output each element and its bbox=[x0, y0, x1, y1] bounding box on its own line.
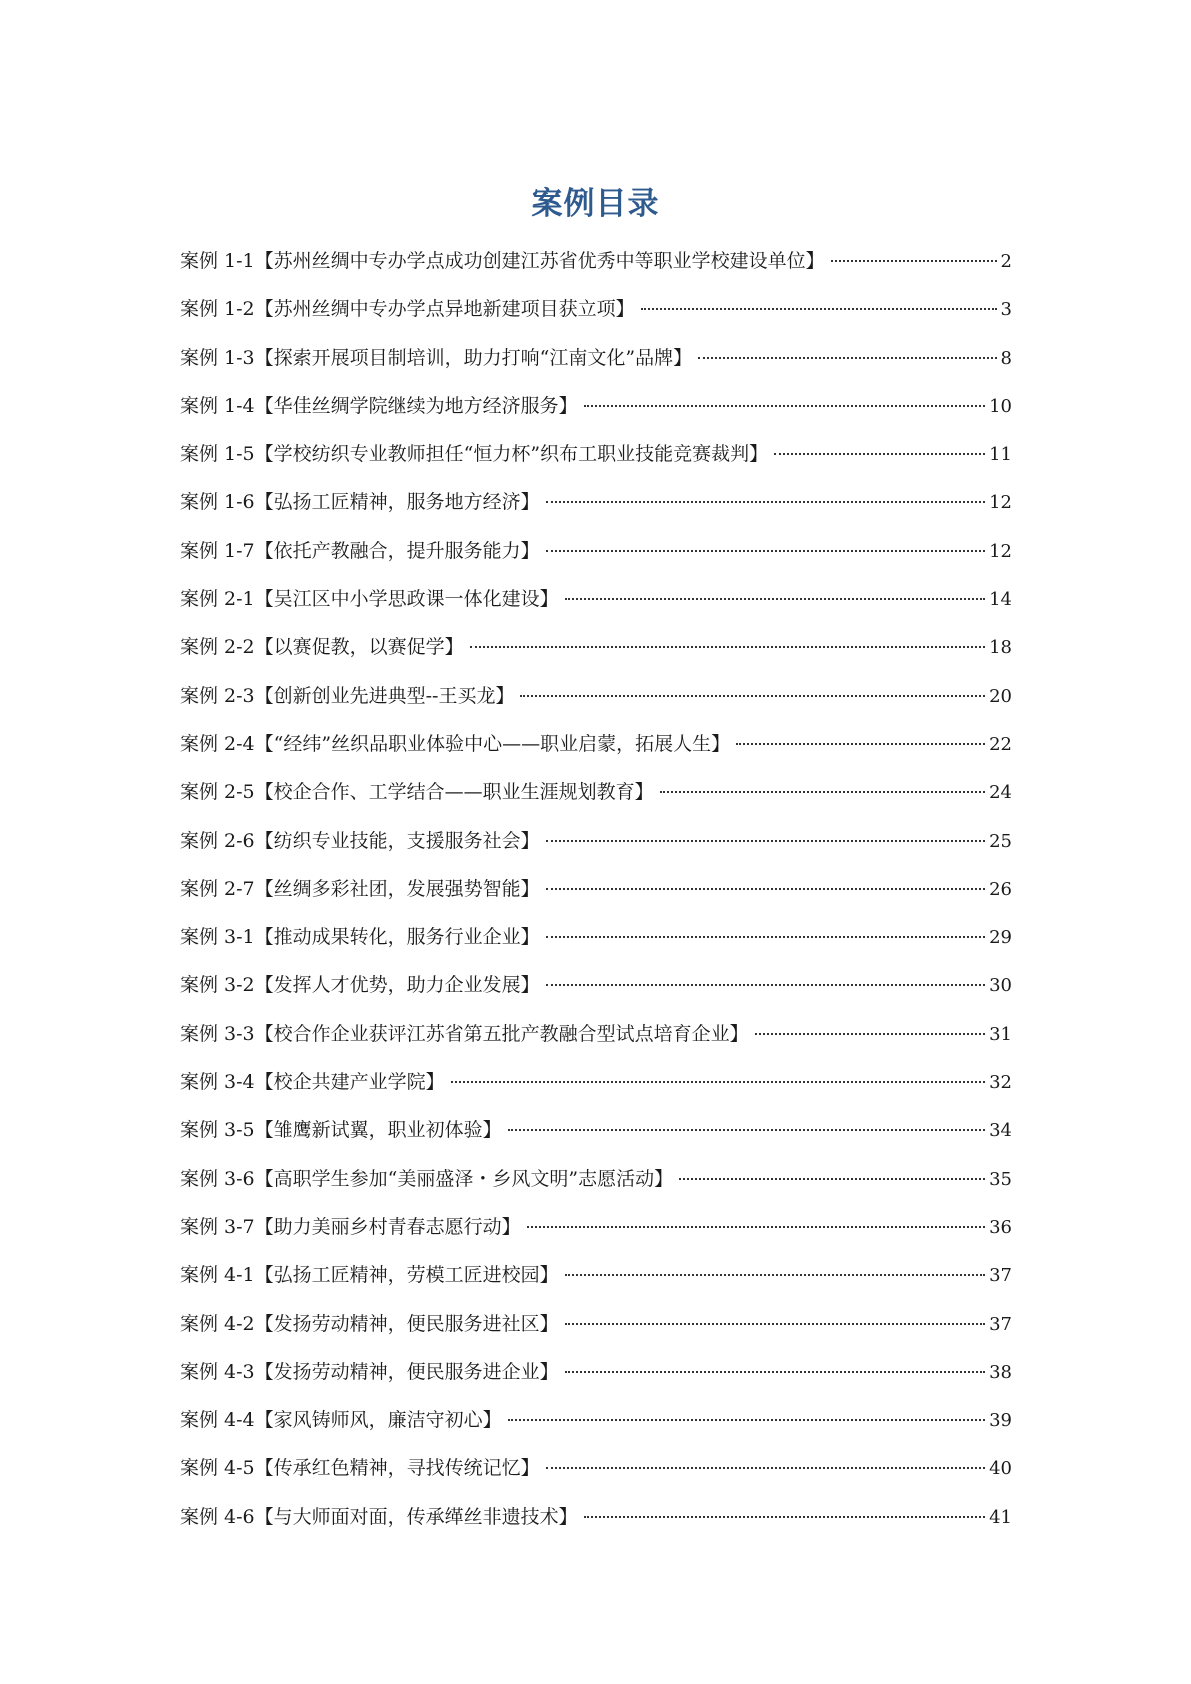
toc-entry-page-number: 26 bbox=[989, 878, 1012, 900]
toc-entry[interactable] bbox=[180, 294, 1012, 342]
toc-dot-leader bbox=[546, 936, 985, 938]
toc-entry-page-number: 11 bbox=[989, 444, 1012, 466]
toc-entry-label: 案例 4-6【与大师面对面，传承缂丝非遗技术】 bbox=[180, 1505, 578, 1528]
toc-entry-page-number: 20 bbox=[989, 685, 1012, 707]
toc-entry-label: 案例 1-5【学校纺织专业教师担任“恒力杯”织布工职业技能竞赛裁判】 bbox=[180, 443, 769, 466]
toc-entry-page-number: 30 bbox=[989, 975, 1012, 997]
toc-entry-label: 案例 1-4【华佳丝绸学院继续为地方经济服务】 bbox=[180, 394, 578, 417]
toc-entry-page-number: 32 bbox=[989, 1072, 1012, 1094]
toc-entry-page-number: 22 bbox=[989, 733, 1012, 755]
toc-dot-leader bbox=[831, 260, 997, 262]
toc-entry-page-number: 38 bbox=[989, 1361, 1012, 1383]
toc-dot-leader bbox=[527, 1226, 985, 1228]
toc-entry-page-number: 24 bbox=[989, 782, 1012, 804]
toc-entry-label: 案例 4-3【发扬劳动精神，便民服务进企业】 bbox=[180, 1360, 559, 1383]
toc-dot-leader bbox=[565, 1274, 985, 1276]
toc-entry-page-number: 8 bbox=[1000, 347, 1012, 369]
toc-dot-leader bbox=[565, 1371, 985, 1373]
toc-entry-page-number: 37 bbox=[989, 1313, 1012, 1335]
toc-entry-label: 案例 4-1【弘扬工匠精神，劳模工匠进校园】 bbox=[180, 1264, 559, 1287]
toc-entry-page-number: 34 bbox=[989, 1120, 1012, 1142]
toc-entry-page-number: 36 bbox=[989, 1216, 1012, 1238]
toc-entry[interactable] bbox=[180, 391, 1012, 439]
toc-entry-label: 案例 2-6【纺织专业技能，支援服务社会】 bbox=[180, 829, 540, 852]
toc-dot-leader bbox=[546, 840, 985, 842]
toc-entry[interactable] bbox=[180, 584, 1012, 632]
toc-entry-page-number: 37 bbox=[989, 1265, 1012, 1287]
toc-entry-label: 案例 1-3【探索开展项目制培训，助力打响“江南文化”品牌】 bbox=[180, 346, 693, 369]
toc-entry[interactable] bbox=[180, 1405, 1012, 1453]
toc-dot-leader bbox=[508, 1129, 985, 1131]
toc-entry[interactable] bbox=[180, 681, 1012, 729]
toc-entry[interactable] bbox=[180, 1453, 1012, 1501]
toc-dot-leader bbox=[660, 791, 985, 793]
toc-entry-page-number: 25 bbox=[989, 830, 1012, 852]
toc-entry[interactable] bbox=[180, 1309, 1012, 1357]
toc-dot-leader bbox=[774, 453, 985, 455]
toc-dot-leader bbox=[565, 1323, 985, 1325]
toc-entry-page-number: 41 bbox=[989, 1506, 1012, 1528]
toc-entry-page-number: 3 bbox=[1000, 299, 1012, 321]
toc-dot-leader bbox=[584, 1516, 985, 1518]
toc-dot-leader bbox=[736, 743, 985, 745]
toc-entry-page-number: 14 bbox=[989, 589, 1012, 611]
toc-entry-label: 案例 2-4【“经纬”丝织品职业体验中心——职业启蒙，拓展人生】 bbox=[180, 732, 731, 755]
toc-entry-label: 案例 2-5【校企合作、工学结合——职业生涯规划教育】 bbox=[180, 781, 654, 804]
toc-entry[interactable] bbox=[180, 439, 1012, 487]
toc-entry[interactable] bbox=[180, 777, 1012, 825]
toc-entry[interactable] bbox=[180, 1357, 1012, 1405]
toc-entry-page-number: 40 bbox=[989, 1458, 1012, 1480]
toc-entry[interactable] bbox=[180, 1164, 1012, 1212]
toc-entry[interactable] bbox=[180, 1115, 1012, 1163]
toc-entry[interactable] bbox=[180, 1067, 1012, 1115]
toc-list bbox=[180, 246, 1012, 1550]
toc-dot-leader bbox=[584, 405, 985, 407]
toc-entry[interactable] bbox=[180, 343, 1012, 391]
toc-entry-page-number: 18 bbox=[989, 637, 1012, 659]
toc-entry[interactable] bbox=[180, 1502, 1012, 1550]
toc-dot-leader bbox=[546, 1467, 985, 1469]
toc-entry-page-number: 2 bbox=[1000, 251, 1012, 272]
toc-entry-page-number: 39 bbox=[989, 1410, 1012, 1432]
toc-entry-page-number: 12 bbox=[989, 492, 1012, 514]
toc-entry-label: 案例 2-7【丝绸多彩社团，发展强势智能】 bbox=[180, 877, 540, 900]
toc-entry-label: 案例 4-2【发扬劳动精神，便民服务进社区】 bbox=[180, 1312, 559, 1335]
toc-entry-label: 案例 3-5【雏鹰新试翼，职业初体验】 bbox=[180, 1119, 502, 1142]
toc-entry-label: 案例 1-1【苏州丝绸中专办学点成功创建江苏省优秀中等职业学校建设单位】 bbox=[180, 250, 825, 272]
toc-entry[interactable] bbox=[180, 874, 1012, 922]
toc-dot-leader bbox=[546, 501, 985, 503]
toc-entry-label: 案例 1-7【依托产教融合，提升服务能力】 bbox=[180, 539, 540, 562]
toc-entry-label: 案例 1-6【弘扬工匠精神，服务地方经济】 bbox=[180, 491, 540, 514]
toc-entry[interactable] bbox=[180, 632, 1012, 680]
toc-dot-leader bbox=[641, 308, 997, 310]
toc-dot-leader bbox=[546, 984, 985, 986]
toc-dot-leader bbox=[508, 1419, 985, 1421]
toc-entry-label: 案例 1-2【苏州丝绸中专办学点异地新建项目获立项】 bbox=[180, 298, 635, 321]
toc-entry[interactable] bbox=[180, 922, 1012, 970]
toc-dot-leader bbox=[546, 888, 985, 890]
toc-entry-label: 案例 3-2【发挥人才优势，助力企业发展】 bbox=[180, 974, 540, 997]
toc-entry-label: 案例 3-1【推动成果转化，服务行业企业】 bbox=[180, 926, 540, 949]
toc-entry-label: 案例 3-6【高职学生参加“美丽盛泽・乡风文明”志愿活动】 bbox=[180, 1167, 674, 1190]
toc-entry-label: 案例 4-4【家风铸师风，廉洁守初心】 bbox=[180, 1409, 502, 1432]
toc-dot-leader bbox=[520, 695, 985, 697]
toc-entry-label: 案例 3-4【校企共建产业学院】 bbox=[180, 1071, 445, 1094]
toc-entry-page-number: 10 bbox=[989, 395, 1012, 417]
toc-dot-leader bbox=[698, 357, 996, 359]
toc-dot-leader bbox=[755, 1033, 985, 1035]
toc-dot-leader bbox=[470, 646, 985, 648]
toc-entry[interactable] bbox=[180, 1212, 1012, 1260]
toc-entry-page-number: 31 bbox=[989, 1023, 1012, 1045]
toc-dot-leader bbox=[451, 1081, 985, 1083]
toc-entry-page-number: 29 bbox=[989, 927, 1012, 949]
toc-title: 案例目录 bbox=[531, 186, 660, 222]
toc-entry-label: 案例 3-3【校合作企业获评江苏省第五批产教融合型试点培育企业】 bbox=[180, 1022, 749, 1045]
toc-entry[interactable] bbox=[180, 536, 1012, 584]
toc-entry-label: 案例 4-5【传承红色精神，寻找传统记忆】 bbox=[180, 1457, 540, 1480]
toc-entry[interactable] bbox=[180, 246, 1012, 294]
toc-entry-page-number: 35 bbox=[989, 1168, 1012, 1190]
toc-dot-leader bbox=[679, 1178, 985, 1180]
toc-entry[interactable] bbox=[180, 826, 1012, 874]
toc-entry-label: 案例 2-1【吴江区中小学思政课一体化建设】 bbox=[180, 588, 559, 611]
toc-entry-label: 案例 2-2【以赛促教，以赛促学】 bbox=[180, 636, 464, 659]
toc-entry[interactable] bbox=[180, 729, 1012, 777]
toc-dot-leader bbox=[565, 598, 985, 600]
toc-entry-label: 案例 2-3【创新创业先进典型--王买龙】 bbox=[180, 684, 515, 707]
toc-entry-label: 案例 3-7【助力美丽乡村青春志愿行动】 bbox=[180, 1215, 521, 1238]
toc-entry-page-number: 12 bbox=[989, 540, 1012, 562]
toc-entry[interactable] bbox=[180, 1260, 1012, 1308]
toc-dot-leader bbox=[546, 550, 985, 552]
toc-entry[interactable] bbox=[180, 970, 1012, 1018]
toc-entry[interactable] bbox=[180, 487, 1012, 535]
toc-entry[interactable] bbox=[180, 1019, 1012, 1067]
